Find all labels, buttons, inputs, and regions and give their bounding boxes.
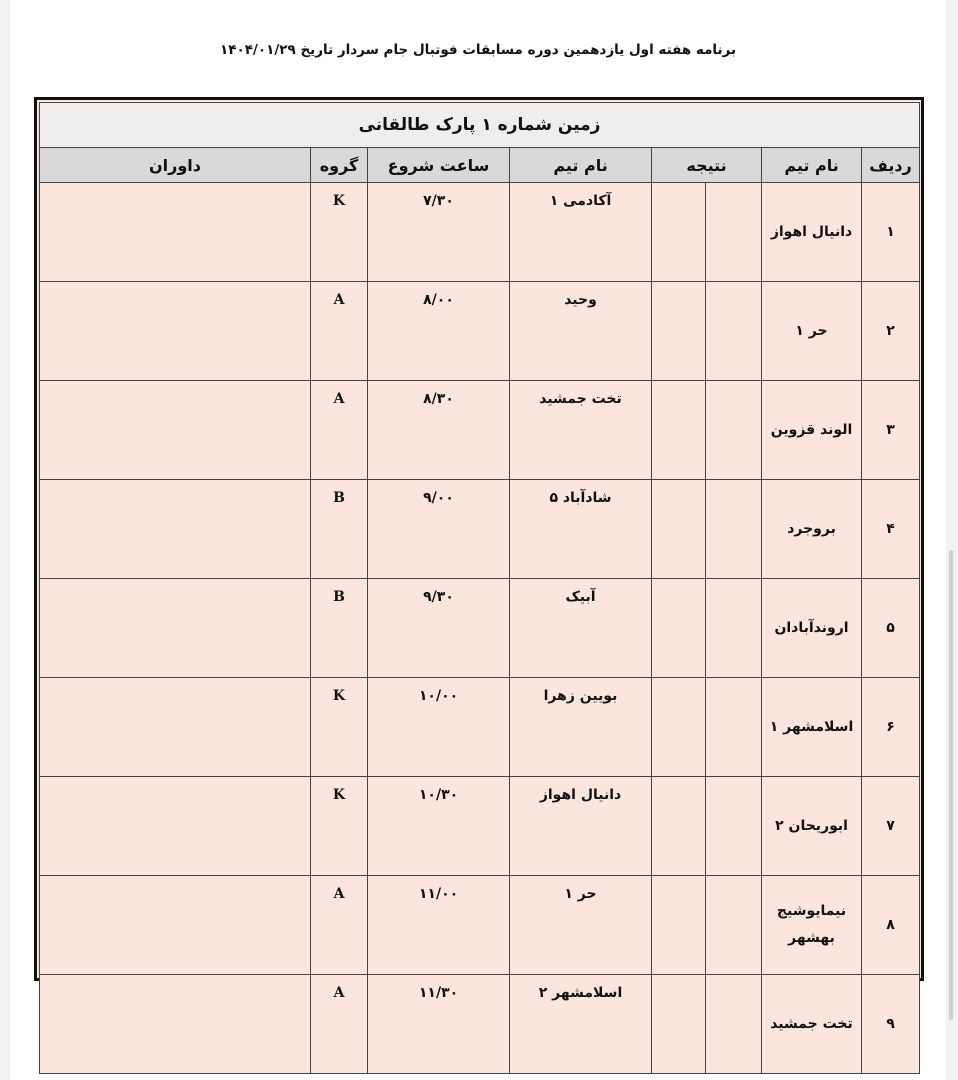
row-index: ۸ xyxy=(862,876,920,975)
away-team: آبیک xyxy=(510,579,652,678)
result-away-cell xyxy=(652,876,706,975)
group: K xyxy=(311,777,368,876)
header-home-team: نام تیم xyxy=(762,148,862,183)
start-time: ۹/۰۰ xyxy=(368,480,510,579)
home-team: نیمایوشیج بهشهر xyxy=(762,876,862,975)
result-away-cell xyxy=(652,975,706,1074)
row-index: ۲ xyxy=(862,282,920,381)
start-time: ۹/۳۰ xyxy=(368,579,510,678)
table-row xyxy=(40,678,920,777)
row-index: ۹ xyxy=(862,975,920,1074)
home-team: حر ۱ xyxy=(762,282,862,381)
referees-cell xyxy=(40,579,311,678)
table-row xyxy=(40,579,920,678)
table-row xyxy=(40,381,920,480)
result-away-cell xyxy=(652,579,706,678)
start-time: ۸/۳۰ xyxy=(368,381,510,480)
away-team: وحید xyxy=(510,282,652,381)
schedule-table-frame xyxy=(34,97,924,1032)
header-result: نتیجه xyxy=(652,148,762,183)
table-row xyxy=(40,183,920,282)
group: B xyxy=(311,480,368,579)
result-away-cell xyxy=(652,480,706,579)
home-team: الوند قزوین xyxy=(762,381,862,480)
away-team: بویین زهرا xyxy=(510,678,652,777)
schedule-table xyxy=(39,102,920,1074)
result-home-cell xyxy=(706,480,762,579)
result-away-cell xyxy=(652,678,706,777)
table-row xyxy=(40,480,920,579)
table-row xyxy=(40,975,920,1074)
away-team: تخت جمشید xyxy=(510,381,652,480)
start-time: ۱۱/۰۰ xyxy=(368,876,510,975)
result-away-cell xyxy=(652,777,706,876)
start-time: ۱۰/۳۰ xyxy=(368,777,510,876)
result-home-cell xyxy=(706,975,762,1074)
result-home-cell xyxy=(706,579,762,678)
field-title: زمین شماره ۱ پارک طالقانی xyxy=(40,103,920,148)
table-row xyxy=(40,282,920,381)
group: A xyxy=(311,381,368,480)
start-time: ۱۱/۳۰ xyxy=(368,975,510,1074)
row-index: ۴ xyxy=(862,480,920,579)
referees-cell xyxy=(40,480,311,579)
home-team: دانیال اهواز xyxy=(762,183,862,282)
row-index: ۵ xyxy=(862,579,920,678)
result-home-cell xyxy=(706,381,762,480)
home-team: اسلامشهر ۱ xyxy=(762,678,862,777)
group: B xyxy=(311,579,368,678)
group: A xyxy=(311,282,368,381)
start-time: ۱۰/۰۰ xyxy=(368,678,510,777)
referees-cell xyxy=(40,678,311,777)
home-team: بروجرد xyxy=(762,480,862,579)
group: A xyxy=(311,876,368,975)
home-team: تخت جمشید xyxy=(762,975,862,1074)
result-away-cell xyxy=(652,183,706,282)
document-page xyxy=(10,0,946,1080)
group: K xyxy=(311,678,368,777)
referees-cell xyxy=(40,183,311,282)
header-start-time: ساعت شروع xyxy=(368,148,510,183)
away-team: شادآباد ۵ xyxy=(510,480,652,579)
result-home-cell xyxy=(706,777,762,876)
away-team: حر ۱ xyxy=(510,876,652,975)
result-home-cell xyxy=(706,876,762,975)
home-team: ابوریحان ۲ xyxy=(762,777,862,876)
start-time: ۷/۳۰ xyxy=(368,183,510,282)
row-index: ۱ xyxy=(862,183,920,282)
result-away-cell xyxy=(652,381,706,480)
table-row xyxy=(40,777,920,876)
result-away-cell xyxy=(652,282,706,381)
start-time: ۸/۰۰ xyxy=(368,282,510,381)
table-row xyxy=(40,876,920,975)
vertical-scrollbar[interactable] xyxy=(949,550,953,1020)
result-home-cell xyxy=(706,183,762,282)
group: A xyxy=(311,975,368,1074)
referees-cell xyxy=(40,282,311,381)
referees-cell xyxy=(40,876,311,975)
row-index: ۳ xyxy=(862,381,920,480)
home-team: اروندآبادان xyxy=(762,579,862,678)
result-home-cell xyxy=(706,678,762,777)
header-group: گروه xyxy=(311,148,368,183)
referees-cell xyxy=(40,777,311,876)
referees-cell xyxy=(40,381,311,480)
away-team: دانیال اهواز xyxy=(510,777,652,876)
group: K xyxy=(311,183,368,282)
referees-cell xyxy=(40,975,311,1074)
row-index: ۷ xyxy=(862,777,920,876)
away-team: آکادمی ۱ xyxy=(510,183,652,282)
away-team: اسلامشهر ۲ xyxy=(510,975,652,1074)
result-home-cell xyxy=(706,282,762,381)
header-index: ردیف xyxy=(862,148,920,183)
header-referees: داوران xyxy=(40,148,311,183)
header-away-team: نام تیم xyxy=(510,148,652,183)
document-title: برنامه هفته اول یازدهمین دوره مسابقات فوتبال جام سردار تاریخ ۱۴۰۴/۰۱/۲۹ xyxy=(219,42,737,58)
row-index: ۶ xyxy=(862,678,920,777)
